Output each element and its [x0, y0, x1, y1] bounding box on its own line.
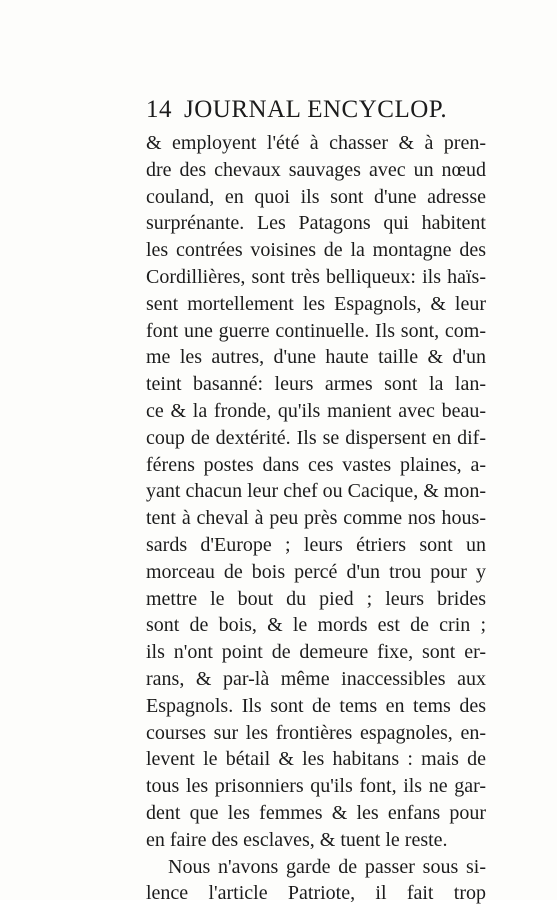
running-header [146, 96, 486, 124]
text-line: ils n'ont point de demeure fixe, sont er- [146, 641, 486, 664]
text-line: tous les prisonniers qu'ils font, ils ne gar- [146, 775, 486, 798]
text-line: & employent l'été à chasser & à pren- [146, 132, 486, 154]
text-line: levent le bétail & les habitans : mais de [146, 748, 486, 771]
text-line: morceau de bois percé d'un trou pour y [146, 560, 486, 583]
text-line: rans, & par-là même inaccessibles aux [146, 667, 486, 690]
text-line: en faire des esclaves, & tuent le reste. [146, 828, 448, 851]
body-text [146, 130, 486, 907]
text-line: dent que les femmes & les enfans pour [146, 801, 486, 824]
text-line: surprénante. Les Patagons qui habitent [146, 212, 486, 235]
text-line: me les autres, d'une haute taille & d'un [146, 346, 486, 369]
running-title: JOURNAL ENCYCLOP. [184, 96, 448, 123]
text-line: teint basanné: leurs armes sont la lan- [146, 373, 486, 396]
text-line: lence l'article Patriote, il fait trop [146, 882, 486, 905]
text-line: férens postes dans ces vastes plaines, a- [146, 453, 486, 476]
text-line: couland, en quoi ils sont d'une adresse [146, 185, 486, 208]
page-number: 14 [146, 96, 172, 123]
text-line: sont de bois, & le mords est de crin ; [146, 614, 486, 637]
text-line: yant chacun leur chef ou Cacique, & mon- [146, 480, 486, 503]
text-line: courses sur les frontières espagnoles, en- [146, 721, 486, 744]
text-line: les contrées voisines de la montagne des [146, 239, 486, 262]
text-line: sards d'Europe ; leurs étriers sont un [146, 533, 486, 556]
text-line: Nous n'avons garde de passer sous si- [168, 855, 486, 878]
text-line: ce & la fronde, qu'ils manient avec beau- [146, 399, 486, 422]
text-line: tent à cheval à peu près comme nos hous- [146, 507, 486, 530]
text-line: mettre le bout du pied ; leurs brides [146, 587, 486, 610]
text-line: Cordillières, sont très belliqueux: ils haïs- [146, 265, 486, 288]
text-line: Espagnols. Ils sont de tems en tems des [146, 694, 486, 717]
text-line: font une guerre continuelle. Ils sont, com- [146, 319, 486, 342]
text-line: coup de dextérité. Ils se dispersent en dif- [146, 426, 486, 449]
text-line: dre des chevaux sauvages avec un nœud [146, 158, 486, 181]
text-line: sent mortellement les Espagnols, & leur [146, 292, 486, 315]
